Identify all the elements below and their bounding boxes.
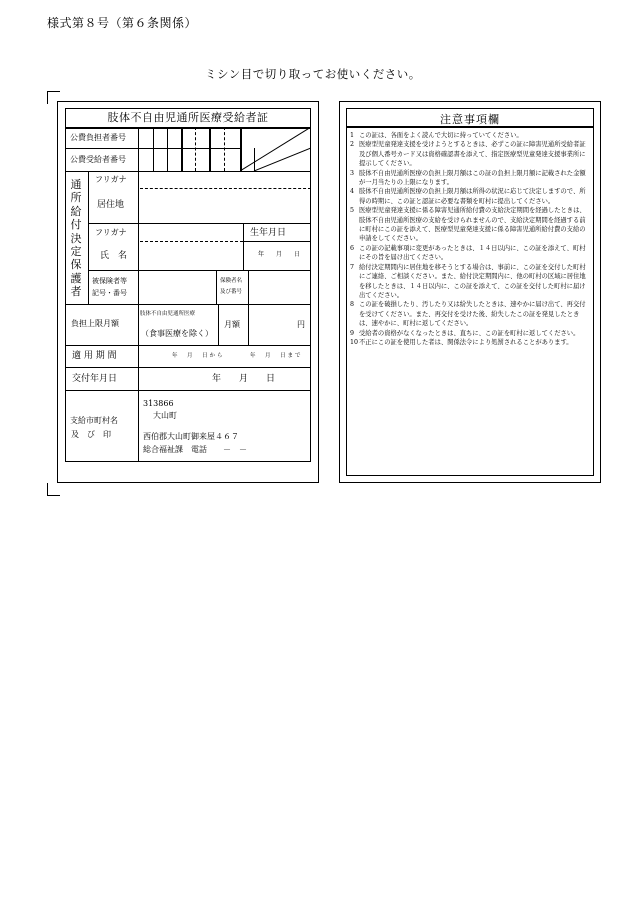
rule-recipient (65, 171, 311, 172)
insured-symbol-label: 被保険者等 (92, 277, 127, 285)
note-text: 医療型児童発達支援を受けようとするときは、必ずこの証に障害児通所受給者証及び個人番号カード又は資格確認書を添えて、指定医療型児童発達支援事業所に提示してください。 (359, 141, 586, 168)
guardian-section-label: 通所給付決定保護者 (70, 178, 82, 299)
note-number: 8 (350, 301, 355, 309)
note-item (350, 329, 591, 338)
num-cell-divider (181, 127, 183, 171)
num-cell-divider (224, 127, 225, 171)
issue-date-units: 年 月 日 (212, 374, 276, 384)
municipality-label: 支給市町村名 (70, 416, 118, 425)
limit-divider-2 (248, 304, 249, 345)
limit-desc-1: 肢体不自由児通所医療 (140, 311, 196, 317)
num-cell-divider (153, 127, 154, 171)
period-to: 年 月 日まで (250, 353, 303, 359)
note-text: 肢体不自由児通所医療の負担上限月額は所得の状況に応じて決定しますので、所得の時期に、この証と認証に必要な書類を町村に提出してください。 (359, 188, 586, 205)
note-number: 9 (350, 329, 355, 337)
period-from: 年 月 日から (172, 353, 225, 359)
note-number: 6 (350, 244, 355, 252)
department-phone: 総合福祉課 電話 － － (143, 445, 247, 454)
crop-mark-bottom-left (47, 483, 60, 496)
diagonal-strike (240, 127, 311, 171)
note-text: 給付決定期間内に居住地を移そうとする場合は、事前に、この証を交付した町村にご連絡、ご相談ください。また、給付決定期間内に、他の町村の区域に居住地を移したときは、１４日以内に、この証を添えて、この証を交付した町村に届け出てください。 (359, 263, 586, 299)
note-number: 1 (350, 132, 355, 139)
insurer-name-label: 保険者名 (220, 278, 243, 284)
municipality-address: 西伯郡大山町御来屋４６７ (143, 432, 239, 441)
note-item (350, 338, 591, 347)
insurer-left-divider (216, 270, 217, 304)
perforation-note: ミシン目で切り取ってお使いください。 (205, 67, 421, 81)
recipient-number-label: 公費受給者番号 (70, 155, 126, 164)
insurer-right-divider (248, 270, 249, 304)
rule-issue (65, 390, 311, 391)
insured-number-label: 記号・番号 (92, 289, 127, 297)
note-text: この証を破損したり、汚したり又は紛失したときは、速やかに届け出て、再交付を受けてください。また、再交付を受けた後、紛失したこの証を発見したときは、速やかに、町村に返してください。 (359, 301, 586, 328)
notes-title: 注意事項欄 (440, 113, 500, 126)
address-label: 居住地 (97, 200, 125, 210)
rule-name (88, 270, 311, 271)
rule-furigana-1 (140, 188, 311, 189)
period-label: 適 用 期 間 (72, 351, 117, 361)
postal-code: 313866 (143, 399, 174, 408)
note-text: この証は、各面をよく読んで大切に持っていてください。 (359, 132, 523, 139)
note-item (350, 187, 591, 206)
rule-birth (243, 241, 311, 242)
num-cell-divider (209, 127, 211, 171)
seal-label: 及 び 印 (71, 430, 111, 439)
furigana-label: フリガナ (95, 175, 127, 184)
note-item (350, 140, 591, 168)
note-item (350, 206, 591, 244)
yen-unit: 円 (297, 320, 305, 329)
furigana2-label: フリガナ (95, 228, 127, 237)
note-item (350, 263, 591, 301)
certificate-title: 肢体不自由児通所医療受給者証 (107, 111, 269, 124)
insurer-number-label: 及び番号 (220, 289, 243, 295)
rule-insured (65, 304, 311, 305)
rule-period (65, 367, 311, 368)
note-number: 7 (350, 263, 355, 271)
label-column-divider (138, 127, 139, 462)
num-cell-divider (167, 127, 168, 171)
birthdate-label: 生年月日 (250, 228, 287, 238)
limit-label: 負担上限月額 (71, 319, 119, 328)
note-number: 5 (350, 207, 355, 215)
note-number: 10 (350, 338, 359, 346)
note-number: 2 (350, 141, 355, 149)
notes-list (350, 131, 591, 347)
birthdate-units: 年 月 日 (258, 251, 304, 258)
note-item (350, 169, 591, 188)
rule-furigana-2 (140, 241, 243, 242)
note-item (350, 244, 591, 263)
guardian-column-divider (88, 171, 89, 304)
note-text: この証の記載事項に変更があったときは、１４日以内に、この証を添えて、町村にその旨を届け出てください。 (359, 244, 586, 262)
form-number-label: 様式第８号（第６条関係） (47, 16, 198, 30)
note-text: 医療型児童発達支援に係る障害児通所給付費の支給決定期間を経過したときは、肢体不自由児通所医療の支給を受けられませんので、支給決定期間を経過する前に町村にこの証を添えて、医療型児童発達支援に係る障害児通所給付費の支給の申請をしてください。 (359, 207, 586, 243)
note-text: 不正にこの証を使用した者は、関係法令により処罰されることがあります。 (359, 338, 573, 346)
limit-divider-1 (218, 304, 219, 345)
note-number: 3 (350, 169, 355, 177)
name-label: 氏 名 (100, 251, 128, 261)
birthdate-divider (243, 223, 244, 271)
rule-address (88, 223, 311, 224)
num-cell-divider (195, 127, 196, 171)
issue-date-label: 交付年月日 (72, 374, 118, 384)
note-text: 受給者の資格がなくなったときは、直ちに、この証を町村に返してください。 (359, 329, 580, 337)
note-text: 肢体不自由児通所医療の負担上限月額はこの証の負担上限月額に記載された金額が一月当たりの上限になります。 (359, 169, 586, 187)
notes-title-rule (346, 126, 594, 128)
limit-desc-2: （食事医療を除く） (141, 329, 213, 338)
note-item (350, 300, 591, 328)
payer-number-label: 公費負担者番号 (70, 133, 126, 142)
monthly-label: 月額 (224, 320, 240, 329)
rule-limit (65, 345, 311, 346)
note-item (350, 131, 591, 140)
note-number: 4 (350, 188, 355, 196)
town-name: 大山町 (153, 411, 177, 420)
